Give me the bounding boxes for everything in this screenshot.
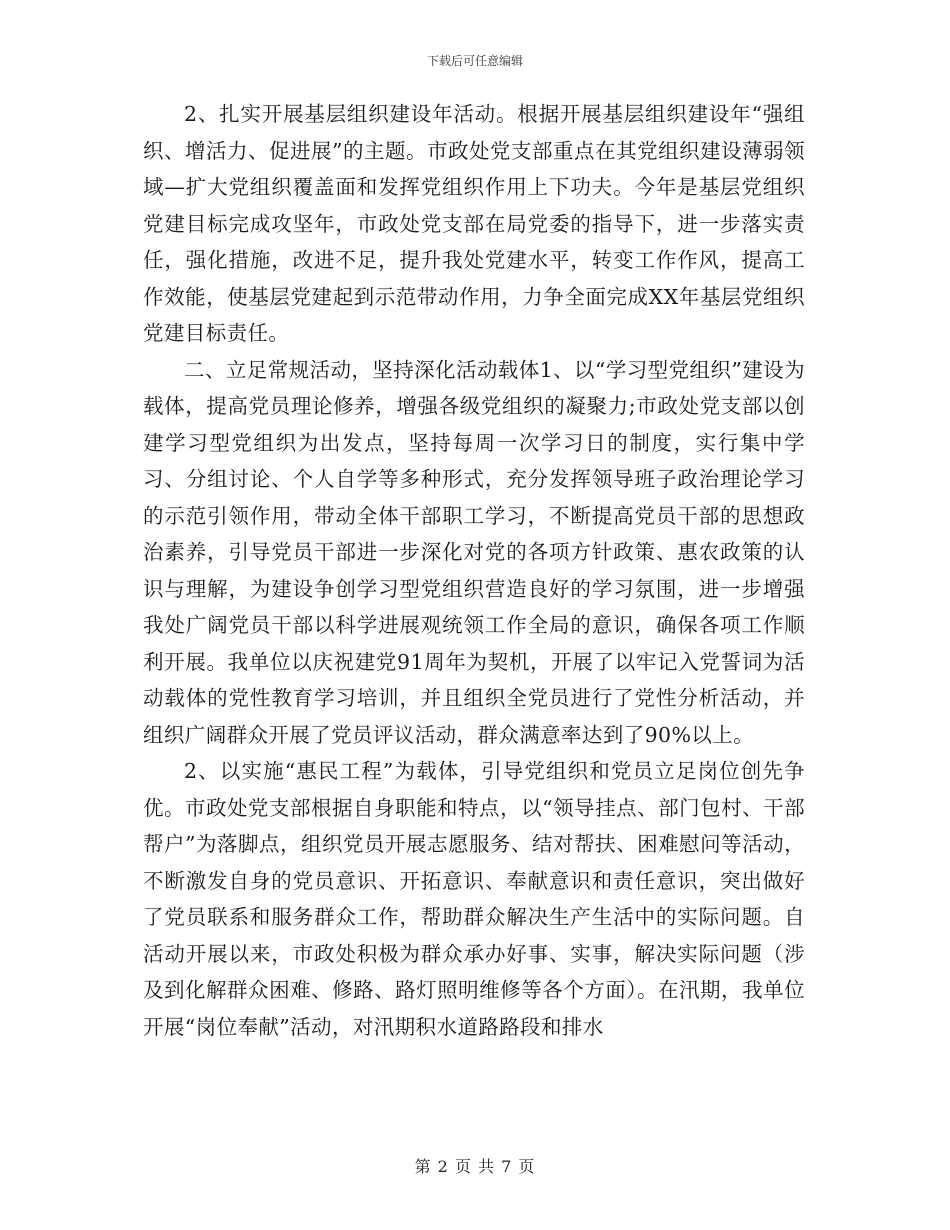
- paragraph-1: 2、扎实开展基层组织建设年活动。根据开展基层组织建设年“强组织、增活力、促进展”的主题。市政处党支部重点在其党组织建设薄弱领域—扩大党组织覆盖面和发挥党组织作用上下功夫。今年是基层党组织党建目标完成攻坚年，市政处党支部在局党委的指导下，进一步落实责任，强化措施，改进不足，提升我处党建水平，转变工作作风，提高工作效能，使基层党建起到示范带动作用，力争全面完成XX年基层党组织党建目标责任。: [143, 102, 805, 345]
- paragraph-2: 二、立足常规活动，坚持深化活动载体1、以“学习型党组织”建设为载体，提高党员理论修养，增强各级党组织的凝聚力;市政处党支部以创建学习型党组织为出发点，坚持每周一次学习日的制度，实行集中学习、分组讨论、个人自学等多种形式，充分发挥领导班子政治理论学习的示范引领作用，带动全体干部职工学习，不断提高党员干部的思想政治素养，引导党员干部进一步深化对党的各项方针政策、惠农政策的认识与理解，为建设争创学习型党组织营造良好的学习氛围，进一步增强我处广阔党员干部以科学进展观统领工作全局的意识，确保各项工作顺利开展。我单位以庆祝建党91周年为契机，开展了以牢记入党誓词为活动载体的党性教育学习培训，并且组织全党员进行了党性分析活动，并组织广阔群众开展了党员评议活动，群众满意率达到了90%以上。: [143, 357, 805, 747]
- page-footer: 第 2 页 共 7 页: [414, 1157, 536, 1176]
- document-body: [143, 96, 805, 1045]
- page-header: 下载后可任意编辑: [426, 54, 523, 68]
- paragraph-3: 2、以实施“惠民工程”为载体，引导党组织和党员立足岗位创先争优。市政处党支部根据自身职能和特点，以“领导挂点、部门包村、干部帮户”为落脚点，组织党员开展志愿服务、结对帮扶、困难慰问等活动，不断激发自身的党员意识、开拓意识、奉献意识和责任意识，突出做好了党员联系和服务群众工作，帮助群众解决生产生活中的实际问题。自活动开展以来，市政处积极为群众承办好事、实事，解决实际问题（涉及到化解群众困难、修路、路灯照明维修等各个方面）。在汛期，我单位开展“岗位奉献”活动，对汛期积水道路路段和排水: [143, 759, 805, 1039]
